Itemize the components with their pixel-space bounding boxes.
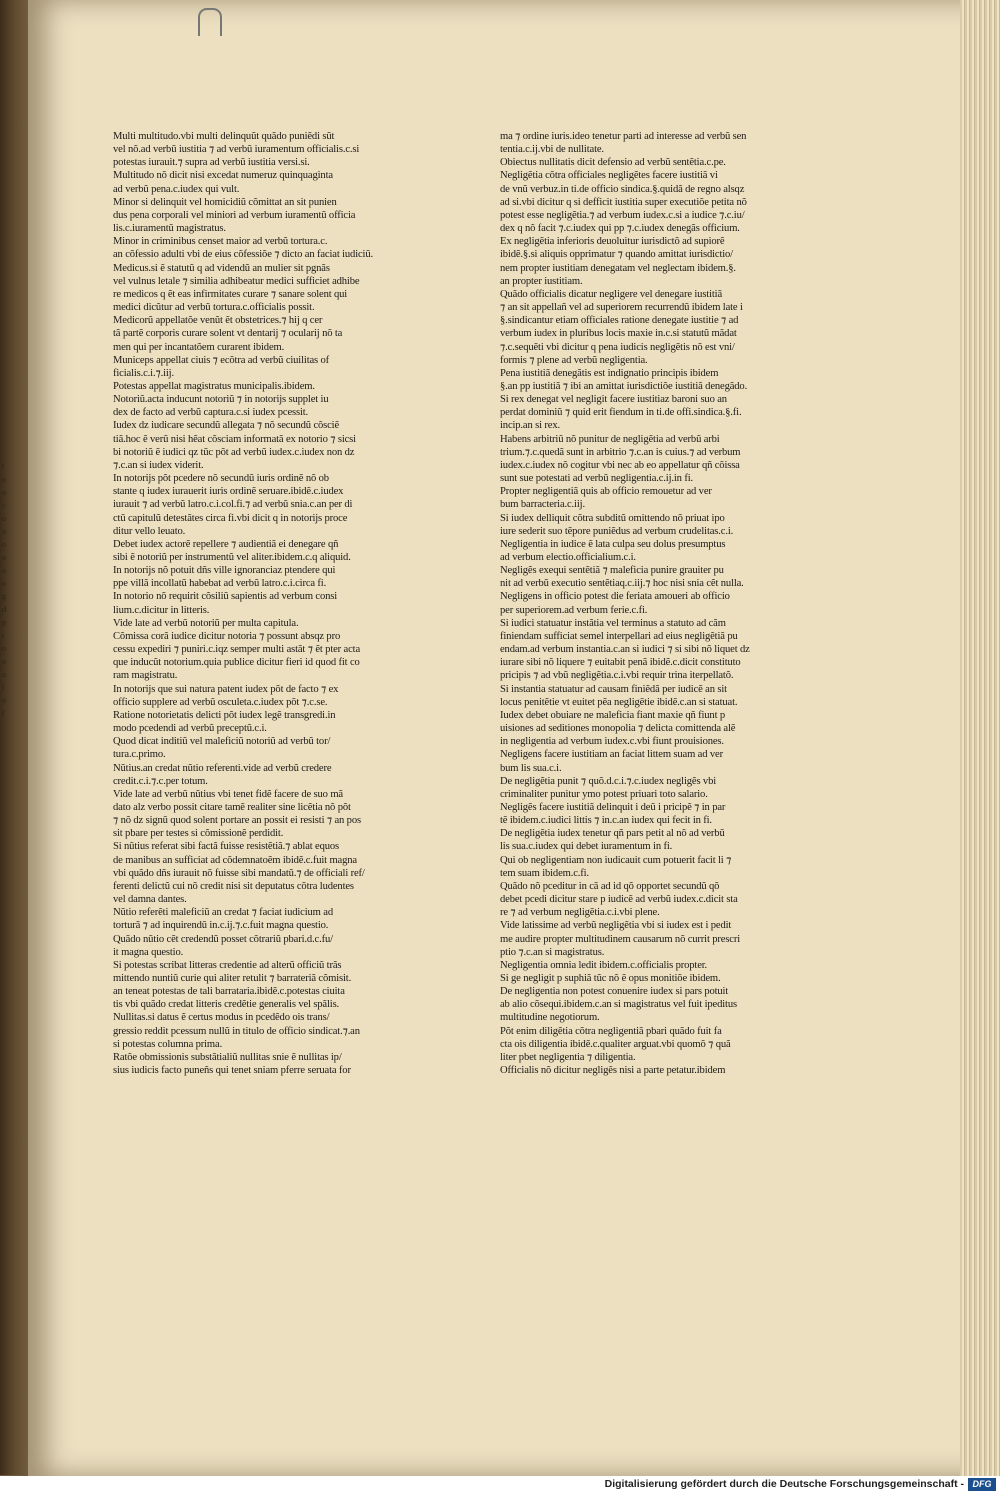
left-column-line: ⁊ nõ dz signũ quod solent portare an possit ei resisti ⁊ an pos (113, 815, 361, 827)
right-column-line: sunt sue potestati ad verbũ negligentia.c.ij.in fi. (500, 473, 693, 485)
right-column-line: iudex.c.iudex nõ cogitur vbi nec ab eo appellatur qñ cõissa (500, 459, 740, 471)
right-column-line: nit ad verbũ executio sentẽtiaq.c.iij.⁊ hoc nisi snia cẽt nulla. (500, 578, 744, 590)
left-column-line: Potestas appellat magistratus municipalis.ibidem. (113, 380, 315, 392)
right-column-line: verbum iudex in pluribus locis maxie in.c.si statutũ mãdat (500, 328, 737, 340)
left-column-line: mittendo nuntiũ curie qui aliter retulit ⁊ barrateriã cõmisit. (113, 973, 352, 984)
margin-fragment: u (2, 669, 7, 679)
margin-fragment: o (2, 695, 7, 705)
right-column-line: ad si.vbi dicitur q si defficit iustitia super executiõe petita nõ (500, 196, 747, 208)
right-column-line: ptio ⁊.c.an si magistratus. (500, 946, 605, 958)
right-column-line: Vide latissime ad verbũ negligẽtia vbi si iudex est i pedit (500, 920, 732, 932)
right-column-line: §.an pp iustitiã ⁊ ibi an amittat iurisdictiõe iustitiã denegãdo. (500, 380, 748, 392)
right-column-line: dex q nõ facit ⁊.c.iudex qui pp ⁊.c.iudex denegãs officium. (500, 223, 740, 235)
left-column-line: In notorijs põt pcedere nõ secundũ iuris ordinẽ nõ ob (113, 473, 329, 485)
right-column-line: De negligẽtia iudex tenetur qñ pars petit al nõ ad verbũ (500, 828, 725, 840)
left-column-line: In notorijs que sui natura patent iudex põt de facto ⁊ ex (113, 683, 339, 695)
right-column-line: iurare sibi nõ liquere ⁊ euitabit penã ibidẽ.c.dicit constituto (500, 657, 741, 669)
left-column-line: men qui per incantatõem curarent ibidem. (113, 341, 285, 353)
right-column-line: ⁊ an sit appellañ vel ad superiorem recurrendũ ibidem late i (500, 302, 743, 314)
left-column-line: torturã ⁊ ad inquirendũ in.c.ij.⁊.c.fuit magna questio. (113, 920, 329, 932)
right-column-line: ma ⁊ ordine iuris.ideo tenetur parti ad interesse ad verbũ sen (500, 131, 747, 142)
left-column-line: tã partẽ corporis curare solent vt dentarij ⁊ ocularij nõ ta (113, 328, 343, 340)
right-column-line: §.sindicantur etiam officiales ratione denegate iustitie ⁊ ad (500, 315, 739, 327)
left-column-line: lis.c.iuramentũ magistratus. (113, 223, 226, 235)
left-column-line: si potestas columna prima. (113, 1038, 223, 1050)
right-column-line: bum barracteria.c.iij. (500, 499, 585, 511)
right-column-line: nem propter iustitiam denegatam vel neglectam ibidem.§. (500, 262, 736, 274)
left-column-line: sius iudicis facto puneñs qui tenet sniam pferre seruata for (113, 1065, 351, 1077)
margin-fragment: o (2, 474, 7, 484)
margin-fragment: r (2, 630, 5, 640)
left-column-line: vel damna dantes. (113, 894, 187, 906)
left-column-line: In notorio nõ requirit cõsiliũ sapientis ad verbum consi (113, 591, 338, 603)
right-column-line: Quãdo officialis dicatur negligere vel denegare iustitiã (500, 288, 723, 300)
right-column-line: Officialis nõ dicitur negligẽs nisi a parte petatur.ibidem (500, 1065, 726, 1077)
margin-fragment: o (2, 539, 7, 549)
right-column-line: Si instantia statuatur ad causam finiẽdã per iudicẽ an sit (500, 683, 727, 695)
right-column-line: formis ⁊ plene ad verbũ negligentia. (500, 354, 648, 366)
left-column-line: vbi quãdo dñs iurauit nõ fuisse sibi mandatũ.⁊ de officiali ref/ (113, 867, 365, 879)
right-column-line: Iudex debet obuiare ne maleficia fiant maxie qñ fiunt p (500, 709, 726, 721)
margin-fragment: o (2, 487, 7, 497)
right-column-line: Negligens in officio potest die feriata amoueri ab officio (500, 591, 730, 603)
left-column-line: Ratõe obmissionis substãtialiũ nullitas snie ẽ nullitas ip/ (113, 1051, 342, 1063)
left-column-line: stante q iudex iurauerit iuris ordinẽ seruare.ibidẽ.c.iudex (113, 486, 344, 498)
paper-clip (198, 8, 222, 36)
margin-fragment: o (2, 552, 7, 562)
left-column-line: Quod dicat inditiũ vel maleficiũ notoriũ ad verbũ tor/ (113, 736, 331, 748)
left-text-column (113, 130, 413, 1077)
right-column-line: Negligẽs facere iustitiã delinquit i deũ i pricipẽ ⁊ in par (500, 801, 726, 813)
right-column-line: tentia.c.ij.vbi de nullitate. (500, 144, 604, 156)
right-column-line: Negligentia omnia ledit ibidem.c.officialis propter. (500, 959, 708, 971)
right-column-line: Si ge negligit p suphiã tũc nõ ẽ opus monitiõe ibidem. (500, 973, 721, 984)
right-column-line: Negligẽs exequi sentẽtiã ⁊ maleficia punire grauiter pu (500, 565, 724, 577)
margin-fragment: l (2, 682, 5, 692)
right-column-line: re ⁊ ad verbum negligẽtia.c.i.vbi plene. (500, 907, 660, 919)
right-column-line: de vnũ verbuz.in ti.de officio sindica.§.quidã de regno alsqz (500, 183, 745, 195)
dfg-logo: DFG (968, 1478, 996, 1491)
right-column-line: iure sederit suo tẽpore puniẽdus ad verbum crudelitas.c.i. (500, 525, 734, 537)
right-column-line: tem suam ibidem.c.fi. (500, 867, 589, 879)
right-column-line: bum lis sua.c.i. (500, 762, 562, 774)
margin-fragment: c (2, 500, 6, 510)
footer-credit: Digitalisierung gefördert durch die Deutsche Forschungsgemeinschaft - (604, 1478, 964, 1490)
right-column-line: Negligens facere iustitiam an faciat littem suam ad ver (500, 749, 723, 761)
right-column-line: Pena iustitiã denegãtis est indignatio principis ibidem (500, 367, 719, 379)
right-column-line: trium.⁊.c.quedã sunt in arbitrio ⁊.c.an is cuius.⁊ ad verbum (500, 446, 741, 458)
left-column-line: Minor in criminibus censet maior ad verbũ tortura.c. (113, 236, 328, 248)
left-column-line: ferenti delictũ cui nõ credit nisi sit deputatus cõtra ludentes (113, 880, 354, 892)
right-column-line: incip.an si rex. (500, 420, 560, 432)
margin-fragment: o (2, 513, 7, 523)
right-column-line: Negligẽtia cõtra officiales negligẽtes facere iustitiã vi (500, 170, 718, 182)
left-column-line: Multitudo nõ dicit nisi excedat numeruz quinquaginta (113, 170, 333, 182)
left-column-line: cessu expediri ⁊ puniri.c.iqz semper multi astãt ⁊ ẽt pter acta (113, 644, 361, 656)
left-column-line: ram magistratu. (113, 670, 178, 682)
right-column-line: multitudine negotiorum. (500, 1012, 600, 1024)
left-column-line: officio supplere ad verbũ osculeta.c.iudex põt ⁊.c.se. (113, 696, 328, 708)
left-column-line: Ratione notorietatis delicti põt iudex legẽ transgredi.in (113, 709, 336, 721)
right-column-line: finiendam sufficiat semel interpellari ad eius negligẽtiã pu (500, 630, 738, 642)
right-column-line: Ex negligẽtia inferioris deuoluitur iurisdictõ ad supiorẽ (500, 236, 725, 248)
left-column-line: an teneat potestas de tali barrataria.ibidẽ.c.potestas ciuita (113, 986, 345, 998)
left-column-line: Vide late ad verbũ nũtius vbi tenet fidẽ facere de suo mã (113, 788, 343, 800)
left-column-line: Minor si delinquit vel homicidiũ cõmittat an sit punien (113, 196, 337, 208)
page-edges (960, 0, 1000, 1476)
margin-fragment: o (2, 643, 7, 653)
left-column-line: vel vulnus letale ⁊ similia adhibeatur medici sufficiet adhibe (113, 275, 360, 287)
left-column-line: Cõmissa corã iudice dicitur notoria ⁊ possunt absqz pro (113, 630, 341, 642)
right-column-line: Negligentia in iudice ẽ lata culpa seu dolus presumptus (500, 538, 726, 550)
right-column-line: criminaliter punitur ymo potest priuari toto salario. (500, 788, 708, 800)
left-column-line: Si potestas scribat litteras credentie ad alterũ officiũ trãs (113, 959, 342, 971)
left-column-line: Multi multitudo.vbi multi delinquũt quãdo puniẽdi sũt (113, 131, 335, 142)
right-column-line: Propter negligentiã quis ab officio remouetur ad ver (500, 486, 712, 498)
right-column-line: perdat dominiũ ⁊ quid erit fiendum in ti.de offi.sindica.§.fi. (500, 407, 742, 419)
left-column-line: vel nõ.ad verbũ iustitia ⁊ ad verbũ iuramentum officialis.c.si (113, 144, 360, 156)
right-column-line: Habens arbitriũ nõ punitur de negligẽtia ad verbũ arbi (500, 433, 720, 445)
left-column-line: lium.c.dicitur in litteris. (113, 604, 210, 616)
left-column-line: Si nũtius referat sibi factã fuisse resistẽtiã.⁊ ablat equos (113, 841, 340, 853)
left-column-line: tura.c.primo. (113, 749, 166, 761)
left-column-line: sibi ẽ notoriũ per instrumentũ vel aliter.ibidem.c.q aliquid. (113, 552, 351, 563)
right-column-line: Qui ob negligentiam non iudicauit cum potuerit facit li ⁊ (500, 854, 732, 866)
left-column-line: it magna questio. (113, 946, 184, 958)
right-column-line: potest esse negligẽtia.⁊ ad verbum iudex.c.si a iudice ⁊.c.iu/ (500, 209, 745, 221)
right-column-line: Si iudex delliquit cõtra subditũ omittendo nõ priuat ipo (500, 512, 725, 524)
right-column-line: lis sua.c.iudex qui debet iuramentum in fi. (500, 841, 673, 853)
left-column-line: dato alz verbo possit citare tamẽ realiter sine licẽtia nõ põt (113, 801, 351, 813)
right-column-line: me audire propter multitudinem causarum nõ currit prescri (500, 933, 741, 945)
left-column-line: bi notoriũ ẽ iudici qz tũc põt ad verbũ iudex.c.iudex non dz (113, 446, 355, 458)
margin-fragment: t (2, 461, 5, 471)
right-column-line: in negligentia ad verbum iudex.c.vbi fiunt prouisiones. (500, 736, 724, 748)
left-column-line: Municeps appellat ciuis ⁊ ecõtra ad verbũ ciuilitas of (113, 354, 330, 366)
margin-fragment: p (2, 617, 7, 627)
left-column-line: Quãdo nũtio cẽt credendũ posset cõtrariũ pbari.d.c.fu/ (113, 933, 333, 945)
left-column-line: an cõfessio adulti vbi de eius cõfessiõe ⁊ dicto an faciat iudiciũ. (113, 249, 373, 261)
left-column-line: Nũtio referẽti maleficiũ an credat ⁊ faciat iudicium ad (113, 907, 333, 919)
left-column-line: Vide late ad verbũ notoriũ per multa capitula. (113, 617, 299, 629)
right-column-line: Põt enim diligẽtia cõtra negligentiã pbari quãdo fuit fa (500, 1025, 722, 1037)
right-column-line: ⁊.c.sequẽti vbi dicitur q pena iudicis negligẽtis nõ est vni/ (500, 341, 735, 353)
right-column-line: locus penitẽtie vt euitet pẽa negligẽtie ibidẽ.c.an si statuat. (500, 696, 738, 708)
left-column-line: Debet iudex actorẽ repellere ⁊ audientiã ei denegare qñ (113, 538, 339, 550)
adjacent-page-margin (2, 460, 16, 720)
right-column-line: endam.ad verbum instantia.c.an si iudici ⁊ si sibi nõ liquet dz (500, 644, 750, 656)
right-column-line: De negligẽtia punit ⁊ quõ.d.c.i.⁊.c.iudex negligẽs vbi (500, 775, 717, 787)
left-column-line: Medicus.si ẽ statutũ q ad videndũ an mulier sit pgnãs (113, 262, 330, 274)
left-column-line: ditur vello leuato. (113, 525, 186, 537)
left-column-line: Nũtius.an credat nũtio referenti.vide ad verbũ credere (113, 762, 332, 774)
left-column-line: iurauit ⁊ ad verbũ latro.c.i.col.fi.⁊ ad verbũ snia.c.an per di (113, 499, 353, 511)
right-column-line: Si iudici statuatur instãtia vel terminus a statuto ad cãm (500, 617, 726, 629)
footer-bar (0, 1476, 1000, 1494)
left-column-line: tis vbi quãdo credat litteris credẽtie generalis vel spãlis. (113, 999, 340, 1011)
right-column-line: pricipis ⁊ ad vbũ negligẽtia.c.i.vbi requir trina iterpellatõ. (500, 670, 734, 682)
left-column-line: In notorijs nõ potuit dñs ville ignoranciaz ptendere qui (113, 565, 336, 577)
left-column-line: dus pena corporali vel miniori ad verbum iuramentũ officia (113, 209, 356, 221)
margin-fragment: g (2, 591, 7, 601)
margin-fragment: d (2, 604, 7, 614)
right-column-line: ab alio cõsequi.ibidem.c.an si magistratus vel fuit ipeditus (500, 999, 737, 1011)
left-column-line: ctũ capitulũ detestãtes circa fi.vbi dicit q in notorijs proce (113, 512, 348, 524)
right-column-line: liter pbet negligentia ⁊ diligentia. (500, 1051, 636, 1063)
left-column-line: que inducũt notorium.quia publice dicitur fieri id quod fit co (113, 657, 360, 669)
right-column-line: De negligentia non potest conuenire iudex si pars potuit (500, 986, 729, 998)
left-column-line: ficialis.c.i.⁊.iij. (113, 367, 174, 379)
left-column-line: Medicorũ appellatõe venũt ẽt obstetrices.⁊ hij q cer (113, 315, 323, 327)
margin-fragment: o (2, 565, 7, 575)
margin-fragment: o (2, 656, 7, 666)
right-column-line: an propter iustitiam. (500, 275, 583, 287)
left-column-line: credit.c.i.⁊.c.per totum. (113, 775, 208, 787)
margin-fragment: ſ (2, 708, 5, 718)
left-column-line: Iudex dz iudicare secundũ allegata ⁊ nõ secundũ cõsciẽ (113, 420, 340, 432)
left-column-line: ad verbũ pena.c.iudex qui vult. (113, 183, 240, 195)
left-column-line: Notoriũ.acta inducunt notoriũ ⁊ in notorijs supplet iu (113, 394, 329, 406)
margin-fragment: n (2, 526, 7, 536)
right-column-line: cta ois diligentia ibidẽ.c.qualiter arguat.vbi quomõ ⁊ quã (500, 1038, 731, 1050)
left-column-line: Nullitas.si datus ẽ certus modus in pcedẽdo ois trans/ (113, 1012, 330, 1024)
right-column-line: uisiones ad seditiones monopolia ⁊ delicta comittenda alẽ (500, 723, 736, 735)
left-column-line: modo pcedendi ad verbũ preceptũ.c.i. (113, 723, 267, 735)
left-column-line: de manibus an sufficiat ad cõdemnatoẽm ibidẽ.c.fuit magna (113, 854, 357, 866)
left-column-line: ⁊.c.an si iudex viderit. (113, 459, 204, 471)
left-column-line: dex de facto ad verbũ captura.c.si iudex pcessit. (113, 407, 309, 419)
right-column-line: Quãdo nõ pceditur in cã ad id qõ opportet secundũ qõ (500, 880, 720, 892)
margin-fragment: o (2, 578, 7, 588)
left-column-line: gressio reddit pcessum nullũ in titulo de officio sindicat.⁊.an (113, 1025, 360, 1037)
right-column-line: per superiorem.ad verbum ferie.c.fi. (500, 604, 648, 616)
left-column-line: sit pbare per testes si cõmissionẽ perdidit. (113, 828, 284, 840)
left-column-line: re medicos q ẽt eas infirmitates curare ⁊ sanare solent qui (113, 288, 348, 300)
left-column-line: potestas iurauit.⁊ supra ad verbũ iustitia versi.si. (113, 157, 310, 169)
left-column-line: ppe villã incollatũ habebat ad verbũ latro.c.i.circa fi. (113, 578, 327, 590)
right-text-column (500, 130, 818, 1077)
right-column-line: Si rex denegat vel negligit facere iustitiaz baroni suo an (500, 394, 727, 406)
right-column-line: debet pcedi dicitur stare p iudicẽ ad verbũ iudex.c.dicit sta (500, 894, 738, 906)
right-column-line: Obiectus nullitatis dicit defensio ad verbũ sentẽtia.c.pe. (500, 157, 726, 169)
left-column-line: medici dicũtur ad verbũ tortura.c.officialis possit. (113, 302, 315, 314)
left-column-line: tiã.hoc ẽ verũ nisi hẽat cõsciam informatã ex notorio ⁊ sicsi (113, 433, 356, 445)
right-column-line: ibidẽ.§.si aliquis opprimatur ⁊ quando amittat iurisdictio/ (500, 249, 733, 261)
right-column-line: tẽ ibidem.c.iudici littis ⁊ in.c.an iudex qui fecit in fi. (500, 815, 712, 827)
right-column-line: ad verbum electio.officialium.c.i. (500, 552, 636, 563)
